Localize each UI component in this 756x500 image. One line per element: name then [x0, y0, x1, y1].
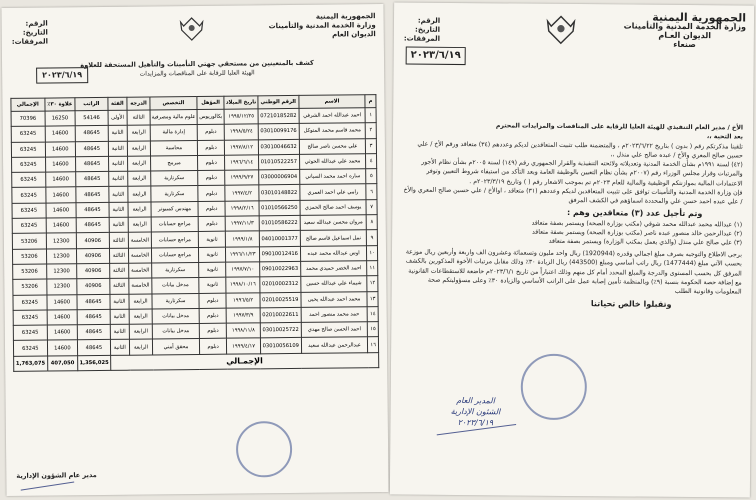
row-total: 53206 — [12, 233, 46, 249]
signature-line: ٢٠٢٣/٦/١٩ — [457, 418, 494, 428]
totals-label: الإجمـالي — [110, 352, 378, 370]
salary: 48645 — [76, 156, 109, 172]
column-header: علاوة ٣٠٪ — [45, 98, 76, 111]
header-line: الديوان العـام — [658, 30, 712, 41]
specialization: علوم مالية ومصرفية — [150, 109, 197, 125]
specialization: مراجع حسابات — [151, 217, 198, 233]
national-id: 09010022963 — [259, 261, 300, 277]
class: الثالثة — [109, 278, 128, 293]
national-id: 01010522257 — [258, 154, 299, 170]
employee-name: احمد عبدالله احمد الشرفي — [299, 108, 366, 124]
class: الأولى — [108, 110, 127, 125]
allowance: 14600 — [46, 218, 77, 234]
column-header: تاريخ الميلاد — [224, 96, 257, 109]
totals-row — [14, 352, 379, 371]
specialization: مدخل بيانات — [152, 308, 199, 324]
signature-line: الشئون الإدارية — [450, 406, 501, 417]
greeting: بعد التحية ،، — [706, 133, 744, 141]
column-header: الاسم — [299, 95, 366, 109]
row-total: 53206 — [12, 249, 46, 265]
allowance: 14600 — [47, 310, 78, 326]
row-total: 63245 — [11, 142, 45, 158]
qualification: دبلوم — [197, 155, 225, 171]
column-header: المؤهل — [197, 96, 225, 109]
employee-name: حمد محمد منصور احمد — [301, 307, 368, 323]
grand-total: 1,763,075 — [14, 356, 48, 371]
row-number: ٩ — [367, 230, 378, 245]
reference-number-box: ٢٠٢٣/٦/١٩ — [36, 67, 88, 84]
column-header: الإجمالي — [11, 98, 45, 111]
header-line: وزارة الخدمة المدنية والتأمينات — [623, 21, 746, 32]
row-total: 53206 — [13, 264, 47, 280]
salary: 40906 — [77, 263, 110, 279]
allowance: 14600 — [47, 340, 78, 356]
birth-date: ١٩٩٨/١١/٨ — [227, 323, 260, 339]
class: الثانية — [110, 309, 129, 324]
left-header-right — [268, 12, 375, 40]
right-header-right — [623, 12, 746, 49]
salary: 48645 — [76, 217, 109, 233]
employee-name: عبدالرحمن عبدالله سعيد — [301, 337, 368, 353]
birth-date: ١٩٩٧/٣/٩ — [227, 308, 260, 324]
deferred-heading: وتم تأجيل عدد (٣) متعاقدين وهم : — [566, 207, 703, 218]
deferred-list — [402, 217, 742, 247]
qualification: دبلوم — [198, 170, 226, 186]
employee-name: شيماء علي عبدالله حسين — [301, 276, 368, 292]
allowance: 14600 — [45, 126, 76, 142]
employee-name: احمد الخضر حميدي محمد — [300, 261, 367, 277]
national-id: 02010025519 — [260, 292, 301, 308]
qualification: ثانوية — [199, 262, 227, 278]
grade: الرابعة — [128, 202, 151, 218]
allowance: 14600 — [45, 157, 76, 173]
national-id: 03010056109 — [260, 338, 301, 354]
paragraph: تلقينا مذكرتكم رقم ( بدون ) بتاريخ ٢٠٢٣/٦/٢٢م ، والمتضمنة طلب تثبيت المتعاقدين لديكم وعددهم (٣٤) متعاقد ورقم الأخ / علي حسين صالح المعري والأخ / عبده صالح علي منذل ،، — [417, 140, 743, 160]
sheet-subtitle: الهيئة العليا للرقابة على المناقصات والمزايدات — [139, 69, 255, 78]
specialization: مبرمج — [151, 155, 198, 171]
list-item: (١) عبدالله محمد عبدالله محمد شوقي (مكتب بوزارة الصحة) ويستمر بصفة متعاقد — [531, 219, 743, 229]
allowance: 14600 — [46, 203, 77, 219]
header-line: التاريخ: — [22, 28, 48, 37]
birth-date: ١٩٩٥/١٢/٢٥ — [224, 109, 257, 125]
approval-letter-page — [390, 2, 754, 497]
paragraph: برجى الاطلاع والتوجيه بصرف مبلغ اجمالي وقدره (1920944) ريال واحد مليون وتسعمائة وعشرون الف واربعة وأربعين ريال موزعة بحسب الآتي مبلغ (1477444) ريال راتب أساسي ومبلغ (443500) ريال الزيادة ٣٠٪ وذلك مقابل مرتبات الأخوة المذكورين بالكشف المرفق كل بحسب المستوى والدرجة والمبلغ المحدد أمام كل منهم وذلك اعتباراً من تاريخ ٢٠٢٣/٦/١م خاضعة للاستقطاعات القانونية مع إضافة حصة الحكومة بنسبة (٩٪) وبالمنظمة تأمين إصابة عمل على الراتب الأساسي والزيادة ٣٠٪ وعلى مسؤوليتكم صحة المعلومات وقانونية الطلب — [405, 248, 742, 296]
qualification: ثانوية — [198, 247, 226, 263]
header-line: الرقم: — [25, 19, 48, 28]
salary: 48645 — [75, 141, 108, 157]
specialization: محقق أمني — [152, 339, 199, 355]
left-signature-label: مدير عام الشؤون الإدارية — [16, 471, 97, 480]
grade: الخامسة — [129, 278, 152, 294]
salary: 48645 — [75, 126, 108, 142]
qualification: دبلوم — [199, 308, 227, 324]
official-seal-icon — [521, 354, 588, 421]
grade: الرابعة — [129, 324, 152, 340]
employee-name: رامي علي احمد العمري — [300, 184, 367, 200]
row-number: ٦ — [366, 184, 377, 199]
national-id: 02010002312 — [260, 277, 301, 293]
salary: 48645 — [76, 172, 109, 188]
row-number: ١٥ — [368, 322, 379, 337]
row-number: ١٣ — [367, 291, 378, 306]
salary: 48645 — [77, 325, 110, 341]
salary-sheet-page — [1, 4, 388, 496]
qualification: بكالوريوس — [197, 109, 225, 125]
header-line: الرقم: — [417, 16, 441, 25]
class: الثانية — [108, 141, 127, 156]
national-id: 03010046632 — [258, 139, 299, 155]
class: الثانية — [109, 187, 128, 202]
birth-date: ١٩٩٧/١١/٣ — [226, 216, 259, 232]
national-id: 01010586222 — [259, 215, 300, 231]
national-id: 07210185282 — [258, 108, 299, 124]
row-number: ١٦ — [368, 337, 379, 352]
specialization: مدخل بيانات — [152, 324, 199, 340]
paragraph: فإن وزارة الخدمة المدنية والتأمينات توافق على تثبيت المتعاقدين لديكم وعددهم (٣١) متعاقد ، اوالأخ / علي حسين صالح المعري والأخ / علي عبده احمد حسن علي والمحددة اسماؤهم في الكشف المرفق — [403, 186, 743, 206]
qualification: دبلوم — [197, 140, 225, 156]
specialization: مراجع حسابات — [151, 232, 198, 248]
grade: الرابعة — [128, 186, 151, 202]
left-header-left — [12, 20, 48, 47]
class: الثالثة — [109, 248, 128, 263]
salary: 54146 — [75, 110, 108, 126]
national-id: 04010001377 — [259, 231, 300, 247]
birth-date: ١٩٩٨/٥/٢٤ — [225, 124, 258, 140]
row-total: 53206 — [13, 279, 47, 295]
column-header: الراتب — [75, 97, 108, 110]
column-header: التخصص — [150, 96, 197, 109]
right-header-left — [404, 17, 440, 44]
salary: 48645 — [78, 340, 111, 356]
column-header: الفئة — [108, 97, 127, 110]
row-total: 63245 — [12, 157, 46, 173]
row-total: 70396 — [11, 111, 45, 127]
class: الثانية — [108, 171, 127, 186]
row-number: ٧ — [366, 199, 377, 214]
class: الثانية — [110, 324, 129, 339]
salary: 48645 — [77, 294, 110, 310]
row-number: ٨ — [366, 215, 377, 230]
birth-date: ١٩٩٧/٤/٢ — [225, 185, 258, 201]
class: الثانية — [110, 294, 129, 309]
letter-body — [401, 121, 743, 311]
row-number: ١ — [365, 108, 376, 123]
row-total: 63245 — [13, 310, 47, 326]
birth-date: ١٩٩٧/٨/١٢ — [225, 139, 258, 155]
specialization: سكرتارية — [152, 262, 199, 278]
salary: 40906 — [76, 233, 109, 249]
row-total: 63245 — [13, 341, 47, 357]
national-id: 03010099176 — [258, 124, 299, 140]
grade: الرابعة — [129, 294, 152, 310]
allowance: 12300 — [46, 248, 77, 264]
birth-date: ١٩٩٦/٦/١٤ — [225, 155, 258, 171]
row-total: 63245 — [12, 188, 46, 204]
row-number: ١١ — [367, 261, 378, 276]
qualification: دبلوم — [198, 186, 226, 202]
signature-block — [450, 395, 500, 428]
grade: الخامسة — [129, 263, 152, 279]
header-line: وزارة الخدمة المدنية والتأمينات — [268, 21, 376, 31]
salary: 40906 — [77, 279, 110, 295]
column-header: الدرجة — [127, 97, 150, 110]
birth-date: ١٩٩٨/٢/١٦ — [225, 201, 258, 217]
salary: 48645 — [76, 202, 109, 218]
national-id: 02010022611 — [260, 307, 301, 323]
grade: الرابعة — [129, 339, 152, 355]
reference-number-box: ٢٠٢٣/٦/١٩ — [406, 47, 466, 66]
header-line: التاريخ: — [415, 25, 441, 34]
birth-date: ١٩٩٩/٤/١٧ — [227, 338, 260, 354]
total-allowance: 407,050 — [47, 355, 78, 370]
qualification: دبلوم — [198, 216, 226, 232]
column-header: م — [365, 95, 376, 108]
birth-date: ١٩٩٩/٩/٢٧ — [225, 170, 258, 186]
birth-date: ١٩٩٩/١/٨ — [226, 231, 259, 247]
grade: الرابعة — [128, 156, 151, 172]
national-id: 03000006904 — [258, 170, 299, 186]
list-item: (٣) علي صالح علي منذل (والذي يعمل بمكتب الوزارة) ويستمر بصفة متعاقد — [548, 237, 743, 247]
class: الثالثة — [109, 233, 128, 248]
allowance: 16250 — [45, 111, 76, 127]
allowance: 14600 — [47, 294, 78, 310]
class: الثانية — [108, 156, 127, 171]
grade: الرابعة — [128, 171, 151, 187]
qualification: ثانوية — [199, 277, 227, 293]
employee-name: مروان محسن عبدالله سعيد — [300, 215, 367, 231]
allowance: 12300 — [46, 233, 77, 249]
list-item: (٢) عبدالرحمن خالد منصور عبده ناصر (مكتب بوزارة الصحة) ويستمر بصفة متعاقد — [531, 228, 743, 238]
allowance: 14600 — [45, 141, 76, 157]
allowance: 12300 — [46, 279, 77, 295]
specialization: سكرتارية — [151, 171, 198, 187]
class: الثانية — [109, 217, 128, 232]
row-number: ١٠ — [367, 245, 378, 260]
row-number: ١٤ — [367, 306, 378, 321]
grade: الرابعة — [128, 217, 151, 233]
column-header: الرقم الوطني — [258, 95, 299, 108]
employee-name: علي محسن ناصر صالح — [299, 138, 366, 154]
qualification: دبلوم — [199, 293, 227, 309]
header-line: صنعاء — [673, 39, 696, 50]
row-total: 63245 — [12, 203, 46, 219]
employee-name: محمد علي عبدالله الحوثي — [299, 154, 366, 170]
employee-name: احمد الحسن صالح مهدي — [301, 322, 368, 338]
qualification: دبلوم — [199, 323, 227, 339]
birth-date: ١٩٩٧/٧/١٠ — [226, 262, 259, 278]
employee-name: نبيل اسماعيل قاسم صالح — [300, 230, 367, 246]
birth-date: ١٩٩٨/١٠/١٦ — [226, 277, 259, 293]
grade: الرابعة — [129, 309, 152, 325]
class: الثالثة — [109, 263, 128, 278]
allowance: 12300 — [46, 264, 77, 280]
official-seal-icon — [236, 421, 293, 478]
signature-mark — [21, 482, 75, 491]
salary: 40906 — [77, 248, 110, 264]
class: الثانية — [110, 340, 129, 355]
yemen-emblem-icon — [178, 16, 206, 42]
qualification: دبلوم — [199, 339, 227, 355]
employee-name: اوس عبدالله محمد عبده — [300, 245, 367, 261]
grade: الرابعة — [127, 125, 150, 141]
national-id: 03010025722 — [260, 323, 301, 339]
national-id: 09010012416 — [259, 246, 300, 262]
salary: 48645 — [76, 187, 109, 203]
paragraph: (٤٢) لسنة ١٩٩١م بشأن الخدمة المدنية وتعديلاته ولائحته التنفيذية والقرار الجمهوري رقم (١٤٩) لسنة ٢٠٠٥م بشأن نظام الأجور والمرتبات وقرار مجلس الوزراء رقم (٢٠٠٧م بشأن نظام التعيين بالوظيفة العامة وبعد التأكد من استيفاء شروط التعيين وتوفر الاعتمادات المالية بموازنتكم الوظيفية والمالية للعام ٢٠٢٣م تم بموجب الاشعار رقم ( ) وتاريخ ٢٠٢٣/٣/١٩م . — [421, 158, 743, 188]
header-line: الجمهورية اليمنية — [315, 12, 376, 21]
employee-name: يوسف احمد صالح الحمزي — [300, 199, 367, 215]
row-total: 63245 — [12, 172, 46, 188]
row-total: 63245 — [11, 126, 45, 142]
allowance: 14600 — [45, 172, 76, 188]
signature-line: المدير العام — [456, 395, 495, 406]
sheet-title: كشف بالمتعينين من مستحقي جهتي التأمينات والتأهيل المستحقة للعلاوة — [80, 58, 314, 70]
grade: الرابعة — [127, 141, 150, 157]
specialization: سكرتارية — [152, 293, 199, 309]
addressee-line: الأخ / مدير العام التنفيذي للهيئة العليا للرقابة على المناقصات والمزايدات المحترم — [495, 122, 744, 132]
national-id: 01010566250 — [259, 200, 300, 216]
header-line: المرفقات: — [11, 37, 49, 46]
closing-line: وتقبلوا خالص تحياتنا — [590, 299, 672, 310]
row-number: ٥ — [366, 169, 377, 184]
birth-date: ١٩٩٦/٥/٢ — [226, 292, 259, 308]
row-number: ٢ — [365, 123, 376, 138]
grade: الخامسة — [128, 248, 151, 264]
class: الثانية — [108, 125, 127, 140]
birth-date: ١٩٩٦/١١/٢٣ — [226, 246, 259, 262]
row-total: 63245 — [13, 325, 47, 341]
class: الثانية — [109, 202, 128, 217]
grade: الثالثة — [127, 110, 150, 126]
specialization: مدخل بيانات — [152, 278, 199, 294]
grade: الخامسة — [128, 232, 151, 248]
employee-name: ساره احمد محمد السياني — [299, 169, 366, 185]
allowance: 14600 — [47, 325, 78, 341]
specialization: سكرتارية — [151, 186, 198, 202]
yemen-emblem-icon — [544, 14, 578, 46]
header-line: الجمهورية اليمنية — [652, 10, 747, 25]
row-number: ٣ — [366, 138, 377, 153]
qualification: دبلوم — [197, 124, 225, 140]
header-line: المرفقات: — [403, 34, 441, 43]
row-total: 63245 — [13, 295, 47, 311]
qualification: ثانوية — [198, 232, 226, 248]
row-total: 63245 — [12, 218, 46, 234]
employee-name: محمد احمد عبدالله يحيى — [301, 291, 368, 307]
row-number: ١٢ — [367, 276, 378, 291]
header-line: الديوان العام — [332, 30, 376, 39]
row-number: ٤ — [366, 153, 377, 168]
total-salary: 1,356,025 — [78, 355, 111, 370]
specialization: محاسبة — [150, 140, 197, 156]
allowance: 14600 — [45, 187, 76, 203]
employees-table — [10, 94, 379, 372]
national-id: 03010148822 — [259, 185, 300, 201]
employee-name: محمد قاسم محمد المتوكل — [299, 123, 366, 139]
specialization: إدارة مالية — [150, 125, 197, 141]
specialization: مراجع حسابات — [152, 247, 199, 263]
qualification: دبلوم — [198, 201, 226, 217]
salary: 48645 — [77, 309, 110, 325]
specialization: مهندس كمبيوتر — [151, 201, 198, 217]
